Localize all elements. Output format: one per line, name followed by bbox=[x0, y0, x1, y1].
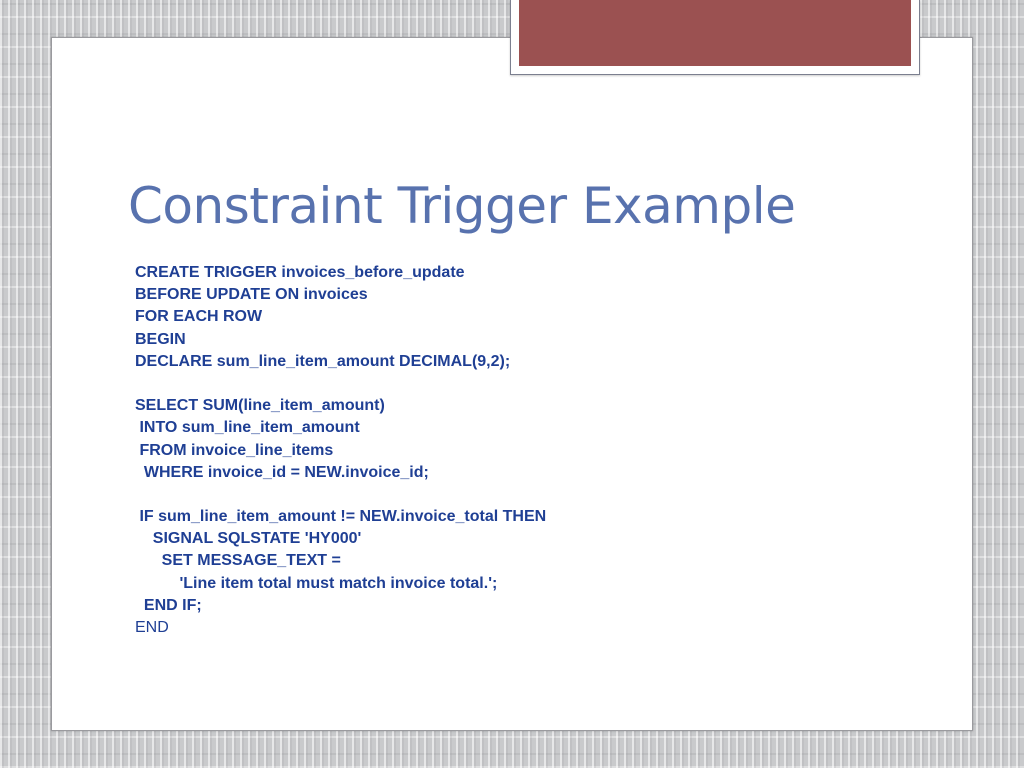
title-accent-frame bbox=[510, 0, 920, 75]
code-line: FOR EACH ROW bbox=[135, 308, 263, 326]
code-line: CREATE TRIGGER invoices_before_update bbox=[135, 264, 465, 281]
title-accent-bar bbox=[519, 0, 911, 66]
code-line: INTO sum_line_item_amount bbox=[135, 419, 360, 437]
code-line: SIGNAL SQLSTATE 'HY000' bbox=[135, 530, 362, 548]
code-line: END IF; bbox=[135, 596, 202, 614]
code-line: FROM invoice_line_items bbox=[135, 441, 334, 459]
code-line bbox=[135, 373, 546, 395]
code-line: BEFORE UPDATE ON invoices bbox=[135, 286, 368, 304]
code-line: SELECT SUM(line_item_amount) bbox=[135, 397, 385, 415]
code-line: DECLARE sum_line_item_amount DECIMAL(9,2); bbox=[135, 352, 511, 370]
slide-title: Constraint Trigger Example bbox=[128, 177, 796, 235]
sql-code-block bbox=[135, 262, 546, 639]
code-line bbox=[135, 484, 546, 506]
code-line: IF sum_line_item_amount != NEW.invoice_total THEN bbox=[135, 508, 547, 526]
code-line: WHERE invoice_id = NEW.invoice_id; bbox=[135, 463, 429, 481]
code-line: END bbox=[135, 619, 169, 636]
code-line: SET MESSAGE_TEXT = bbox=[135, 552, 341, 570]
code-line: BEGIN bbox=[135, 330, 186, 348]
code-line: 'Line item total must match invoice total.'; bbox=[135, 574, 498, 592]
